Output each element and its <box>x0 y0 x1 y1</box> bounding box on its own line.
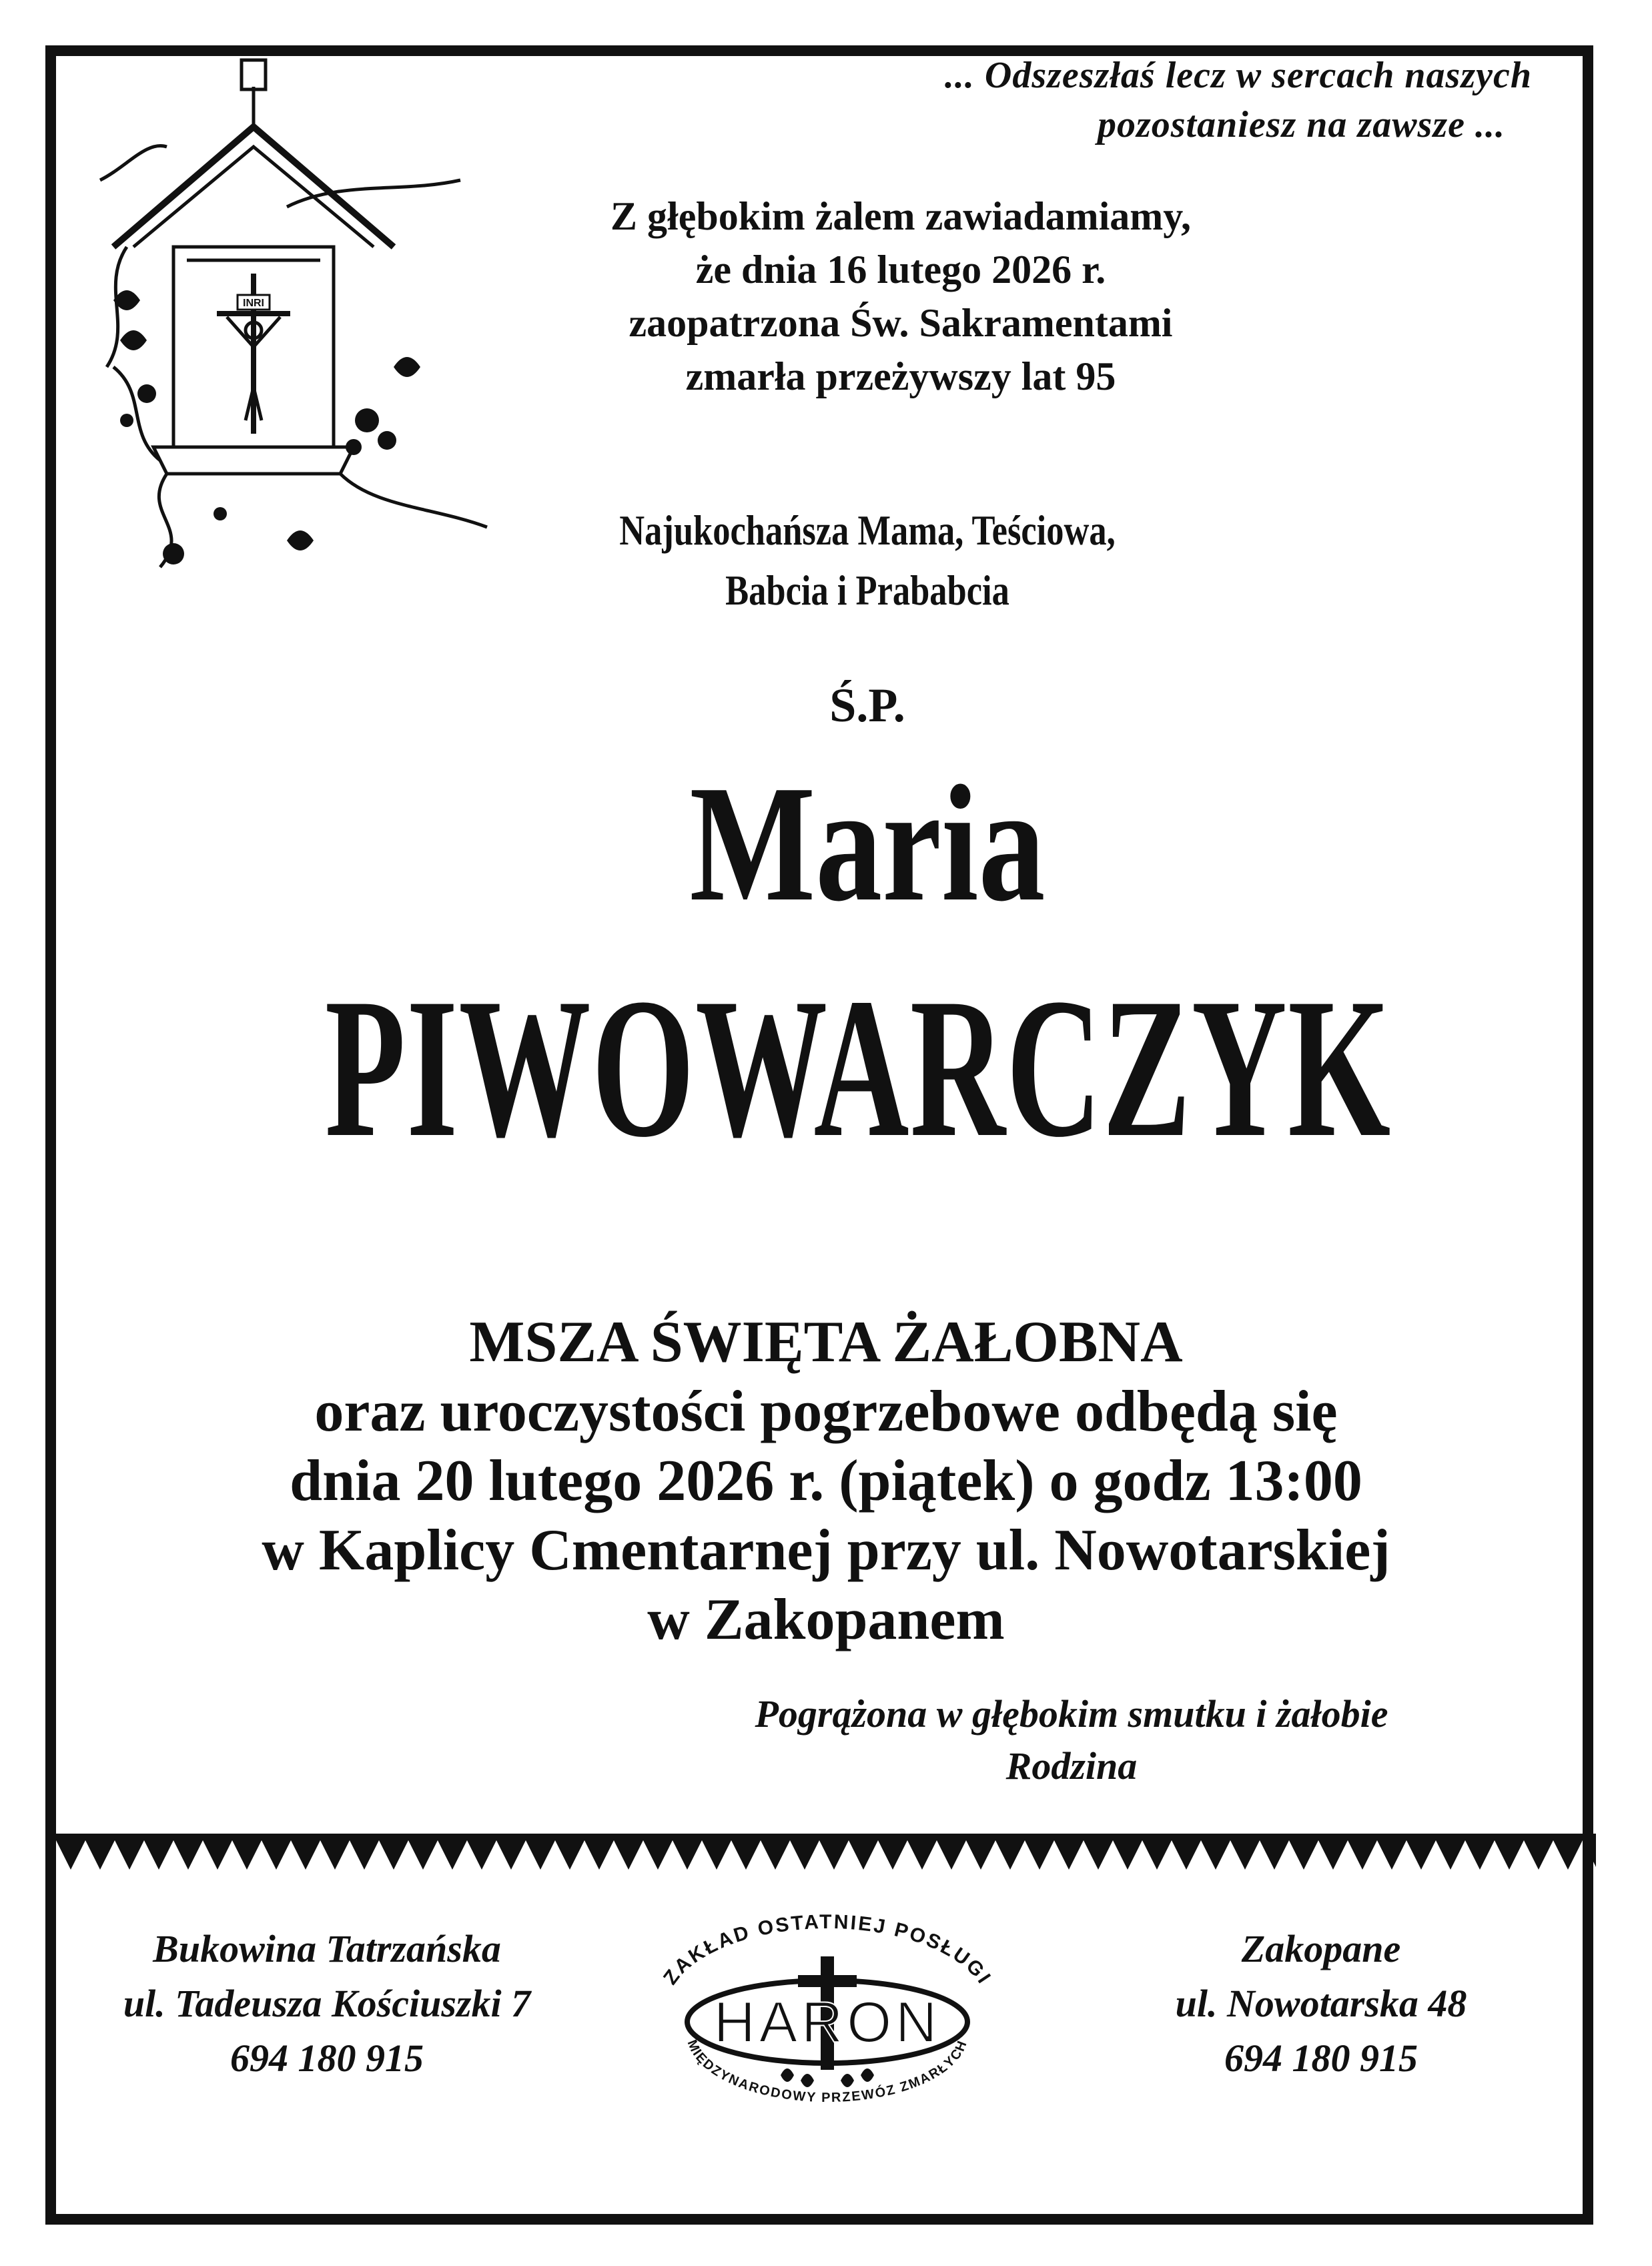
roadside-shrine-illustration <box>87 47 500 581</box>
funeral-line: w Kaplicy Cmentarnej przy ul. Nowotarskiej <box>262 1518 1390 1583</box>
footer-street: ul. Nowotarska 48 <box>1175 1982 1467 2025</box>
announcement-line: zaopatrzona Św. Sakramentami <box>629 301 1173 345</box>
zigzag-teeth <box>56 1840 1596 1870</box>
logo-bottom-text: MIĘDZYNARODOWY PRZEWÓZ ZMARŁYCH <box>684 2037 971 2106</box>
announcement-line: zmarła przeżywszy lat 95 <box>685 354 1116 398</box>
logo-top-text: ZAKŁAD OSTATNIEJ POSŁUGI <box>659 1910 996 1989</box>
inri-plaque: INRI <box>243 298 264 309</box>
footer-address-zakopane <box>1068 1922 1575 2086</box>
mourners-line: Rodzina <box>1005 1744 1138 1788</box>
charon-logo <box>641 1908 1014 2109</box>
death-announcement <box>467 190 1334 403</box>
relation-line: Najukochańsza Mama, Teściowa, <box>619 506 1116 554</box>
family-relation <box>484 500 1250 621</box>
footer-address-bukowina <box>73 1922 580 2086</box>
mourners-line: Pogrążona w głębokim smutku i żałobie <box>755 1692 1388 1736</box>
epigraph-line: ... Odszeszłaś lecz w sercach naszych <box>944 55 1532 96</box>
funeral-line: oraz uroczystości pogrzebowe odbędą się <box>314 1379 1338 1444</box>
funeral-line: dnia 20 lutego 2026 r. (piątek) o godz 13:00 <box>290 1449 1362 1513</box>
zigzag-divider <box>56 1834 1596 1871</box>
logo-wheat-icon <box>781 2068 874 2087</box>
funeral-line: w Zakopanem <box>647 1587 1005 1652</box>
footer-city: Zakopane <box>1241 1927 1401 1970</box>
footer-phone: 694 180 915 <box>1224 2036 1418 2080</box>
deceased-last-name: PIWOWARCZYK <box>324 957 1392 1178</box>
deceased-first-name: Maria <box>689 751 1046 936</box>
mourners-signature <box>638 1688 1505 1792</box>
funeral-line: MSZA ŚWIĘTA ŻAŁOBNA <box>469 1310 1183 1375</box>
announcement-line: że dnia 16 lutego 2026 r. <box>695 248 1106 292</box>
announcement-line: Z głębokim żalem zawiadamiamy, <box>610 194 1191 238</box>
epigraph <box>865 51 1532 149</box>
footer-phone: 694 180 915 <box>230 2036 424 2080</box>
funeral-details <box>120 1308 1532 1655</box>
honorific: Ś.P. <box>829 679 905 732</box>
footer-street: ul. Tadeusza Kościuszki 7 <box>123 1982 531 2025</box>
footer-city: Bukowina Tatrzańska <box>153 1927 501 1970</box>
relation-line: Babcia i Prababcia <box>725 566 1009 614</box>
epigraph-line: pozostaniesz na zawsze ... <box>1097 104 1505 145</box>
logo-name: HARON <box>713 1990 941 2054</box>
